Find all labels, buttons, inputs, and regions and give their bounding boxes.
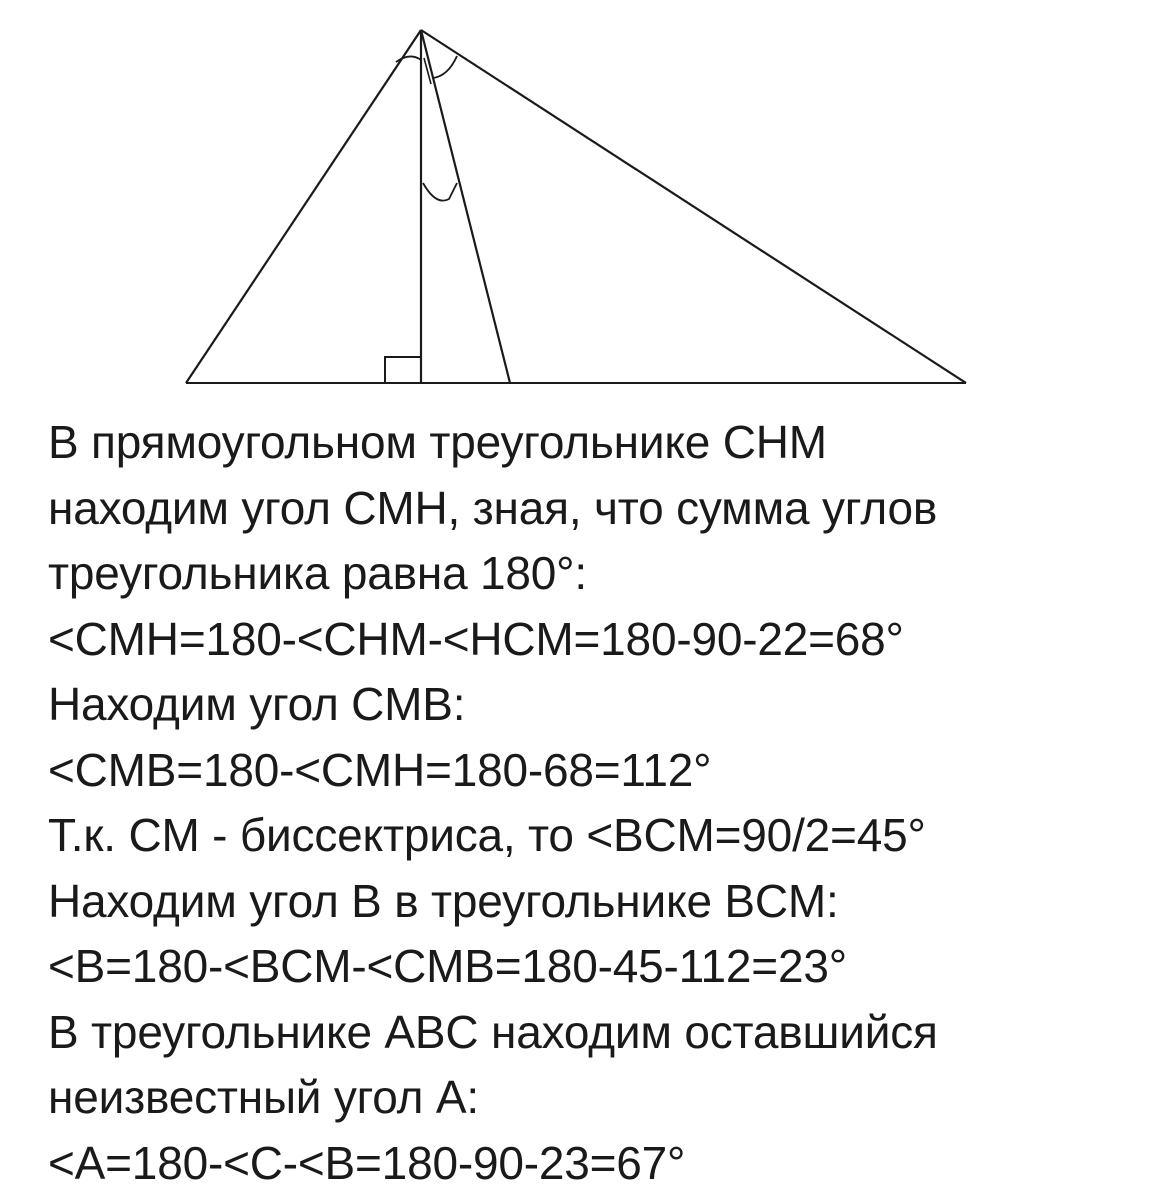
solution-line: неизвестный угол А: — [48, 1071, 479, 1123]
solution-line: треугольника равна 180°: — [48, 547, 587, 599]
solution-line: В треугольнике ABC находим оставшийся — [48, 1005, 938, 1058]
solution-line: находим угол CMH, зная, что сумма углов — [48, 481, 938, 534]
angle-arc-right — [433, 56, 457, 78]
triangle-diagram — [0, 0, 1155, 400]
triangle-side-left — [186, 30, 421, 383]
triangle-side-right — [421, 30, 966, 383]
solution-line: Т.к. CM - биссектриса, то <BCM=90/2=45° — [48, 809, 926, 861]
solution-text — [48, 410, 1138, 1196]
solution-line: <A=180-<C-<B=180-90-23=67° — [48, 1136, 686, 1189]
solution-line: <CMH=180-<CHM-<HCM=180-90-22=68° — [48, 612, 904, 665]
solution-line: Находим угол В в треугольнике BCM: — [48, 874, 839, 927]
angle-arc-m — [423, 183, 457, 201]
solution-line: В прямоугольном треугольнике CHM — [48, 416, 827, 468]
solution-line: <B=180-<BCM-<CMB=180-45-112=23° — [48, 940, 847, 992]
solution-line: Находим угол CMB: — [48, 678, 466, 730]
bisector-line — [421, 30, 510, 383]
right-angle-marker — [385, 357, 421, 383]
solution-line: <CMB=180-<CMH=180-68=112° — [48, 743, 712, 796]
